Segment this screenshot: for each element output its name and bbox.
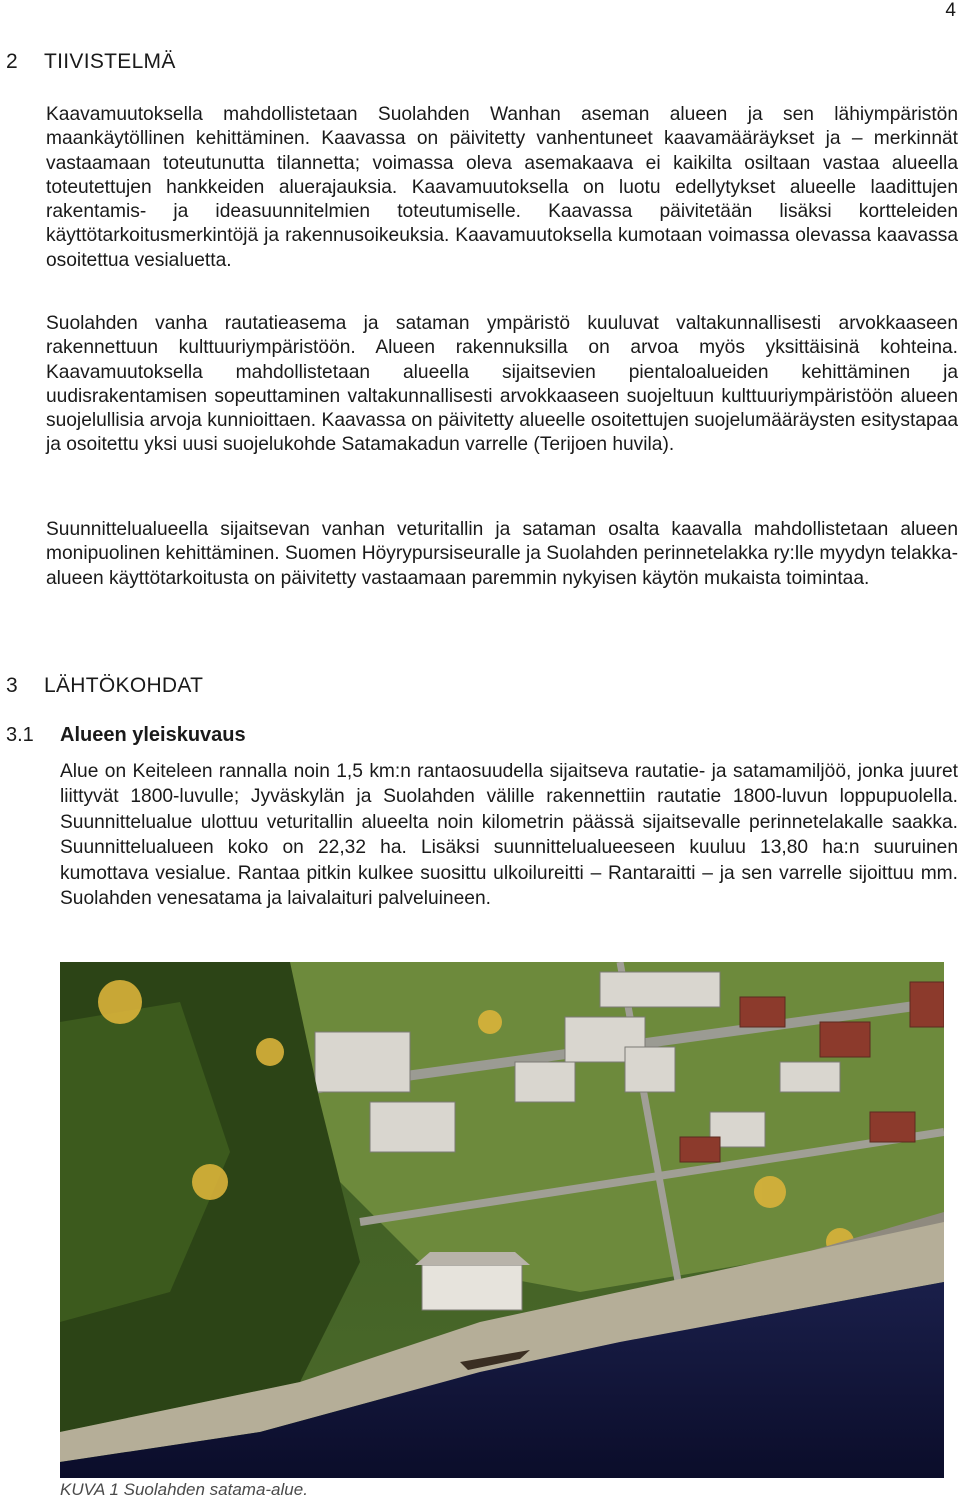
section-number: 2 <box>6 50 18 73</box>
summary-paragraph-3: Suunnittelualueella sijaitsevan vanhan veturitallin ja sataman osalta kaavalla mahdollistetaan alueen monipuolinen kehittäminen. Suomen Höyrypursiseuralle ja Suolahden perinnetelakka ry:lle myydyn telakka-alueen käyttötarkoitusta on päivitetty vastaamaan paremmin nykyisen käytön mukaista toimintaa. <box>46 519 958 589</box>
figure-caption: KUVA 1 Suolahden satama-alue. <box>60 1480 308 1499</box>
section-3-heading <box>6 674 203 698</box>
subsection-3-1-heading <box>6 724 246 747</box>
section-title: TIIVISTELMÄ <box>44 50 176 73</box>
subsection-title: Alueen yleiskuvaus <box>60 724 246 746</box>
section-title: LÄHTÖKOHDAT <box>44 674 204 697</box>
summary-paragraph-2: Suolahden vanha rautatieasema ja sataman ympäristö kuuluvat valtakunnallisesti arvokkaaseen rakennettuun kulttuuriympäristöön. Alueen rakennuksilla on arvoa myös yksittäisinä kohteina. Kaavamuutoksella mahdollistetaan alueella sijaitsevien pientaloalueiden kehittäminen ja uudisrakentamisen sopeuttaminen valtakunnallisesti arvokkaaseen suojeltuun kulttuuriympäristöön alueen suojelullisia arvoja kunnioittaen. Kaavassa on päivitetty alueelle osoitettujen suojelumääräysten esitystapaa ja osoitettu yksi uusi suojelukohde Satamakadun varrelle (Terijoen huvila). <box>46 313 958 456</box>
summary-paragraph-1: Kaavamuutoksella mahdollistetaan Suolahden Wanhan aseman alueen ja sen lähiympäristön maankäytöllinen kehittäminen. Kaavassa on päivitetty vanhentuneet kaavamääräykset ja – merkinnät vastaamaan toteutunutta tilannetta; voimassa oleva asemakaava ei kaikilta osiltaan vastaa alueella toteutettujen hankkeiden aluerajauksia. Kaavamuutoksella on luotu edellytykset alueelle laadittujen rakentamis- ja ideasuunnitelmien toteutumiselle. Kaavassa päivitetään lisäksi kortteleiden käyttötarkoitusmerkintöjä ja rakennusoikeuksia. Kaavamuutoksella kumotaan voimassa olevassa kaavassa osoitettua vesialuetta. <box>46 104 958 271</box>
aerial-photo-harbour <box>60 962 944 1478</box>
section-2-heading <box>6 50 176 74</box>
overview-paragraph: Alue on Keiteleen rannalla noin 1,5 km:n rantaosuudella sijaitseva rautatie- ja satamamiljöö, jonka juuret liittyvät 1800-luvulle; Jyväskylän ja Suolahden välille rakennettiin rautatie 1800-luvun loppupuolella. Suunnittelualue ulottuu veturitallin alueelta noin kilometrin päässä sijaitsevalle perinnetelakalle saakka. Suunnittelualueen koko on 22,32 ha. Lisäksi suunnittelualueeseen kuuluu 13,80 ha:n suuruinen kumottava vesialue. Rantaa pitkin kulkee suosittu ulkoilureitti – Rantaraitti – ja sen varrelle sijoittuu mm. Suolahden venesatama ja laivalaituri palveluineen. <box>60 761 958 910</box>
section-number: 3 <box>6 674 18 697</box>
page-number: 4 <box>945 0 956 21</box>
subsection-number: 3.1 <box>6 724 34 746</box>
